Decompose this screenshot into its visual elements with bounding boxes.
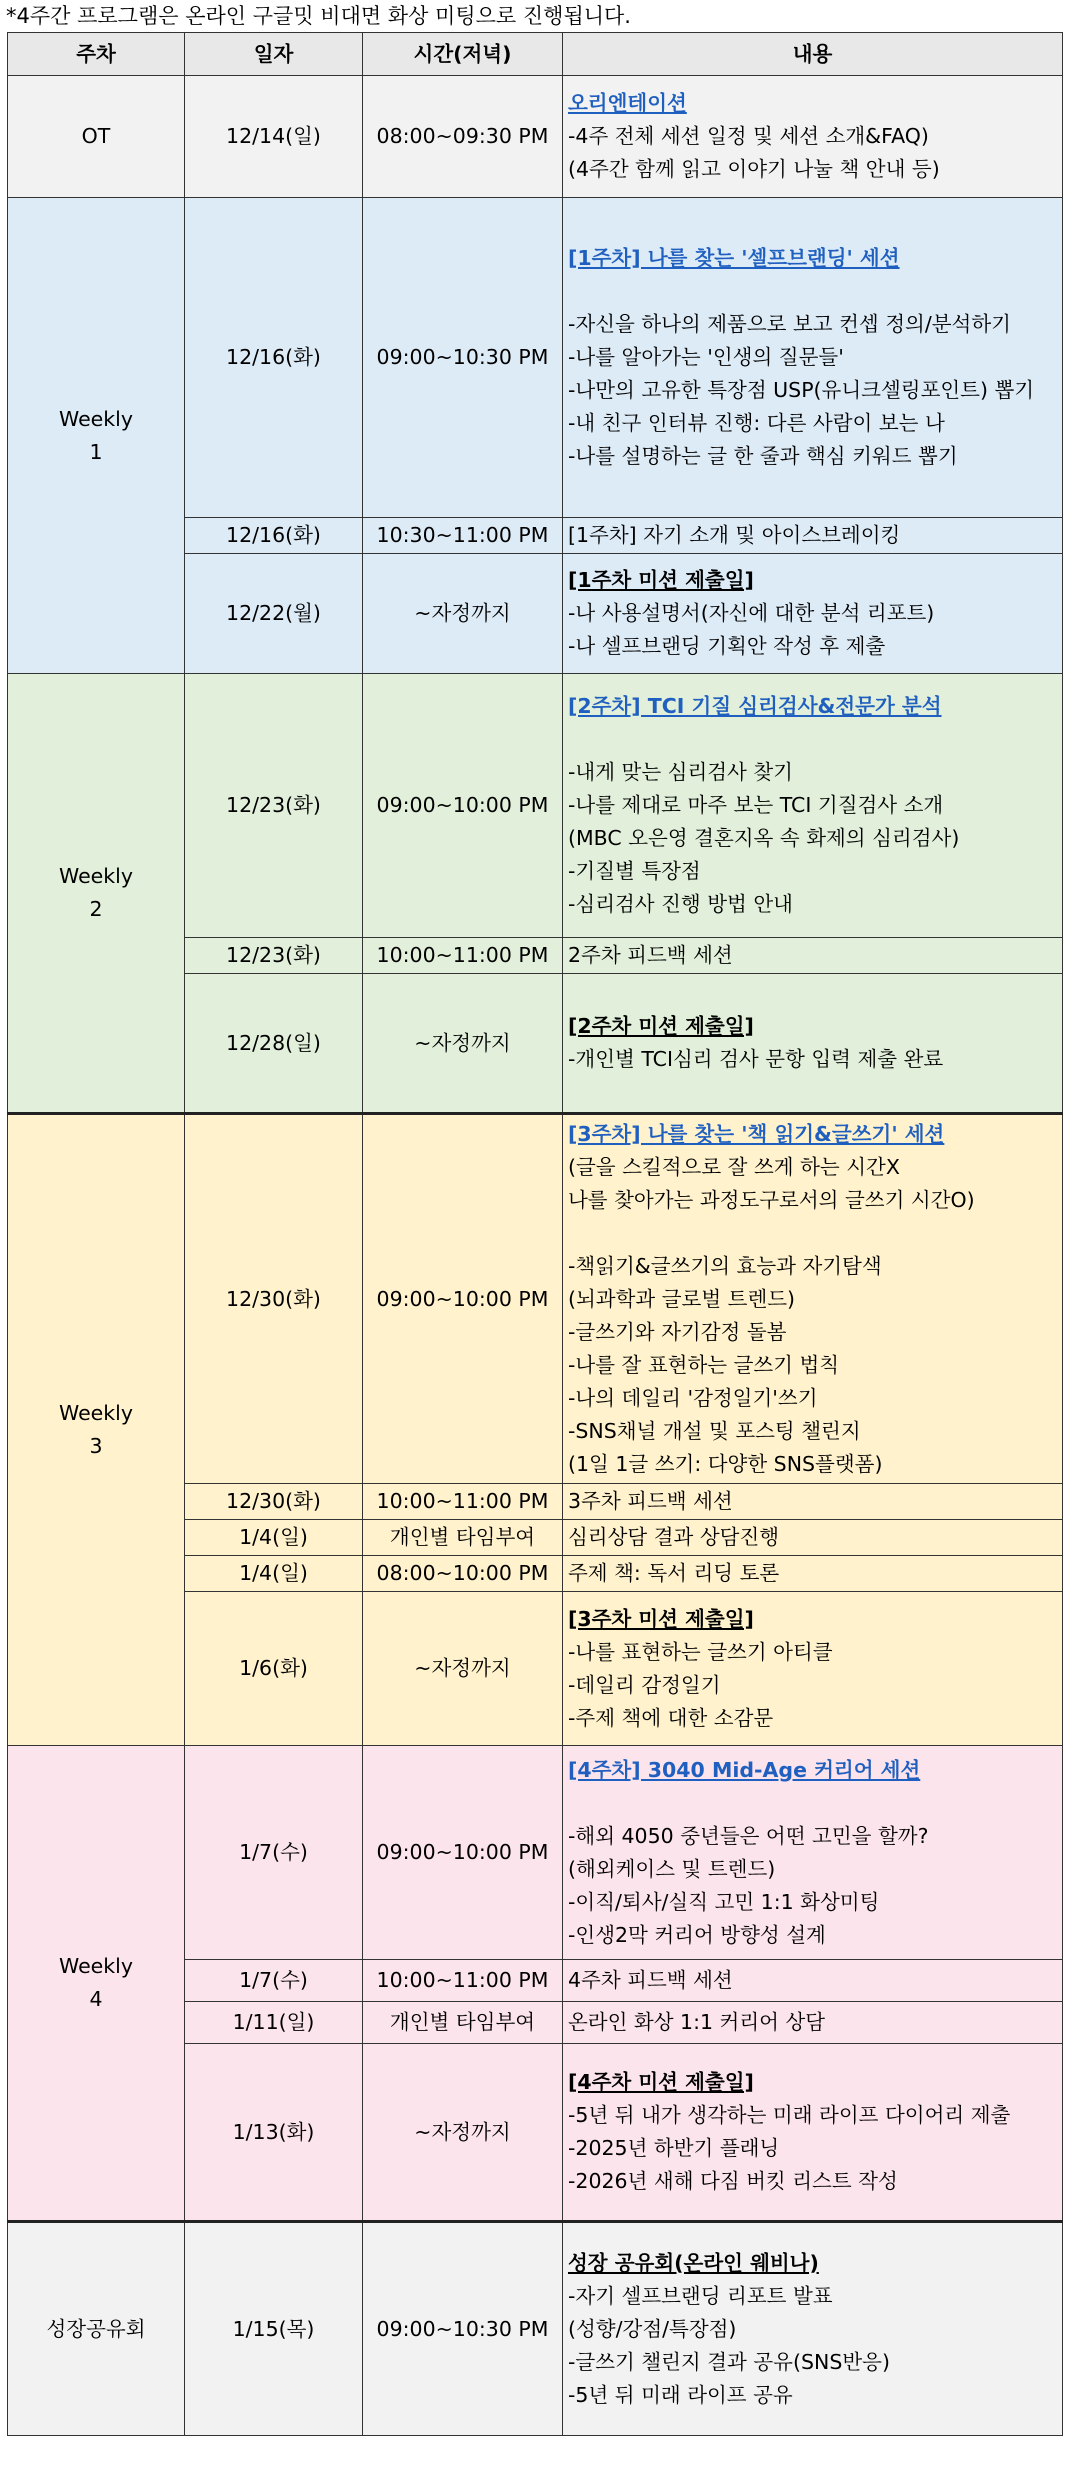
content-line: (글을 스킬적으로 잘 쓰게 하는 시간X [568,1154,900,1179]
content-cell: 3주차 피드백 세션 [563,1484,1063,1520]
content-line: -나의 데일리 '감정일기'쓰기 [568,1385,818,1410]
content-cell [563,974,1063,1114]
time-cell: 09:00~10:00 PM [363,674,563,938]
content-line: -자신을 하나의 제품으로 보고 컨셉 정의/분석하기 [568,312,1011,336]
date-cell: 1/13(화) [185,2044,363,2222]
week-cell-weekly-2 [8,674,185,1114]
mission-title: [2주차 미션 제출일] [568,1014,754,1038]
content-line: -인생2막 커리어 방향성 설계 [568,1922,826,1947]
content-line: -심리검사 진행 방법 안내 [568,892,793,916]
mission-title: [1주차 미션 제출일] [568,568,754,592]
date-cell: 12/23(화) [185,674,363,938]
content-line: -나를 표현하는 글쓰기 아티클 [568,1639,833,1664]
date-cell: 1/4(일) [185,1556,363,1592]
content-line: -해외 4050 중년들은 어떤 고민을 할까? [568,1823,929,1848]
content-line: -글쓰기 챌린지 결과 공유(SNS반응) [568,2349,890,2374]
date-cell: 1/4(일) [185,1520,363,1556]
content-line: -나를 알아가는 '인생의 질문들' [568,345,844,369]
content-line: -나를 제대로 마주 보는 TCI 기질검사 소개 [568,793,944,817]
content-cell: 주제 책: 독서 리딩 토론 [563,1556,1063,1592]
time-cell: 10:00~11:00 PM [363,938,563,974]
schedule-table [7,32,1063,2436]
week-label: Weekly [59,864,133,888]
content-line: -나를 잘 표현하는 글쓰기 법칙 [568,1352,840,1377]
time-cell: 08:00~09:30 PM [363,76,563,198]
content-line: 나를 찾아가는 과정도구로서의 글쓰기 시간O) [568,1187,975,1212]
mission-title: [4주차 미션 제출일] [568,2070,754,2094]
content-line: -2025년 하반기 플래닝 [568,2136,780,2160]
date-cell: 12/16(화) [185,518,363,554]
week-number: 1 [89,439,103,464]
content-line: -나를 설명하는 글 한 줄과 핵심 키워드 뽑기 [568,444,958,468]
date-cell: 12/14(일) [185,76,363,198]
week-cell-weekly-1 [8,198,185,674]
content-line: -나 사용설명서(자신에 대한 분석 리포트) [568,601,935,625]
week-number: 3 [89,1434,103,1458]
content-cell: 2주차 피드백 세션 [563,938,1063,974]
time-cell: 09:00~10:00 PM [363,1746,563,1960]
orientation-link[interactable]: 오리엔테이션 [568,91,687,115]
content-line: -내게 맞는 심리검사 찾기 [568,760,793,784]
week-cell: 성장공유회 [8,2222,185,2436]
content-cell [563,1746,1063,1960]
time-cell: ~자정까지 [363,1592,563,1746]
content-line: (1일 1글 쓰기: 다양한 SNS플랫폼) [568,1451,883,1476]
content-line: -데일리 감정일기 [568,1672,721,1697]
table-row [8,674,1063,938]
date-cell: 1/7(수) [185,1960,363,2002]
time-cell: ~자정까지 [363,554,563,674]
time-cell: ~자정까지 [363,974,563,1114]
table-row [8,1746,1063,1960]
time-cell: 10:00~11:00 PM [363,1960,563,2002]
time-cell: ~자정까지 [363,2044,563,2222]
program-note: *4주간 프로그램은 온라인 구글밋 비대면 화상 미팅으로 진행됩니다. [6,4,631,28]
content-line: -2026년 새해 다짐 버킷 리스트 작성 [568,2169,898,2193]
week-number: 2 [89,897,103,921]
time-cell: 개인별 타임부여 [363,1520,563,1556]
header-week: 주차 [8,33,185,76]
date-cell: 12/30(화) [185,1484,363,1520]
week2-session-link[interactable]: [2주차] TCI 기질 심리검사&전문가 분석 [568,694,942,718]
content-cell [563,2044,1063,2222]
table-row-growth-share [8,2222,1063,2436]
time-cell: 09:00~10:30 PM [363,198,563,518]
header-content: 내용 [563,33,1063,76]
table-row [8,1114,1063,1484]
time-cell: 10:00~11:00 PM [363,1484,563,1520]
week-label: Weekly [59,1401,133,1425]
header-date: 일자 [185,33,363,76]
header-time: 시간(저녁) [363,33,563,76]
content-line: -이직/퇴사/실직 고민 1:1 화상미팅 [568,1889,880,1914]
mission-title: [3주차 미션 제출일] [568,1606,754,1631]
week-label: Weekly [59,1954,133,1978]
table-row [8,198,1063,518]
content-line: -개인별 TCI심리 검사 문항 입력 제출 완료 [568,1047,944,1071]
content-line: (MBC 오은영 결혼지옥 속 화제의 심리검사) [568,826,960,850]
content-cell [563,1592,1063,1746]
content-line: -나만의 고유한 특장점 USP(유니크셀링포인트) 뽑기 [568,378,1035,402]
content-line: -책읽기&글쓰기의 효능과 자기탐색 [568,1253,882,1278]
content-line: -4주 전체 세션 일정 및 세션 소개&FAQ) [568,124,929,148]
week-number: 4 [89,1987,103,2011]
content-line: -자기 셀프브랜딩 리포트 발표 [568,2283,833,2308]
content-cell: 심리상담 결과 상담진행 [563,1520,1063,1556]
content-line: (성향/강점/특장점) [568,2316,737,2341]
content-line: -내 친구 인터뷰 진행: 다른 사람이 보는 나 [568,411,945,435]
week-cell-weekly-3 [8,1114,185,1746]
content-cell: 4주차 피드백 세션 [563,1960,1063,2002]
header-row [8,33,1063,76]
time-cell: 09:00~10:30 PM [363,2222,563,2436]
content-cell [563,2222,1063,2436]
table-row-ot [8,76,1063,198]
date-cell: 12/23(화) [185,938,363,974]
content-cell: [1주차] 자기 소개 및 아이스브레이킹 [563,518,1063,554]
content-line: (4주간 함께 읽고 이야기 나눌 책 안내 등) [568,157,940,181]
content-line: -SNS채널 개설 및 포스팅 챌린지 [568,1418,861,1443]
date-cell: 12/28(일) [185,974,363,1114]
content-line: -5년 뒤 미래 라이프 공유 [568,2382,793,2407]
content-cell [563,1114,1063,1484]
content-line: -5년 뒤 내가 생각하는 미래 라이프 다이어리 제출 [568,2103,1011,2127]
date-cell: 1/11(일) [185,2002,363,2044]
content-line: (해외케이스 및 트렌드) [568,1856,776,1881]
week-label: Weekly [59,406,133,431]
date-cell: 12/30(화) [185,1114,363,1484]
date-cell: 12/16(화) [185,198,363,518]
date-cell: 12/22(월) [185,554,363,674]
time-cell: 08:00~10:00 PM [363,1556,563,1592]
week-cell-weekly-4 [8,1746,185,2222]
content-line: (뇌과학과 글로벌 트렌드) [568,1286,796,1311]
share-title: 성장 공유회(온라인 웨비나) [568,2250,819,2275]
date-cell: 1/6(화) [185,1592,363,1746]
content-line: -기질별 특장점 [568,859,701,883]
date-cell: 1/15(목) [185,2222,363,2436]
time-cell: 09:00~10:00 PM [363,1114,563,1484]
content-line: -주제 책에 대한 소감문 [568,1705,774,1730]
content-cell [563,198,1063,518]
week4-session-link[interactable]: [4주차] 3040 Mid-Age 커리어 세션 [568,1757,921,1782]
content-cell: 온라인 화상 1:1 커리어 상담 [563,2002,1063,2044]
date-cell: 1/7(수) [185,1746,363,1960]
content-cell [563,674,1063,938]
content-cell [563,554,1063,674]
week-cell: OT [8,76,185,198]
week3-session-link[interactable]: [3주차] 나를 찾는 '책 읽기&글쓰기' 세션 [568,1121,945,1146]
content-line: -나 셀프브랜딩 기획안 작성 후 제출 [568,634,886,658]
week1-session-link[interactable]: [1주차] 나를 찾는 '셀프브랜딩' 세션 [568,246,900,270]
content-line: -글쓰기와 자기감정 돌봄 [568,1319,787,1344]
content-cell [563,76,1063,198]
time-cell: 개인별 타임부여 [363,2002,563,2044]
time-cell: 10:30~11:00 PM [363,518,563,554]
